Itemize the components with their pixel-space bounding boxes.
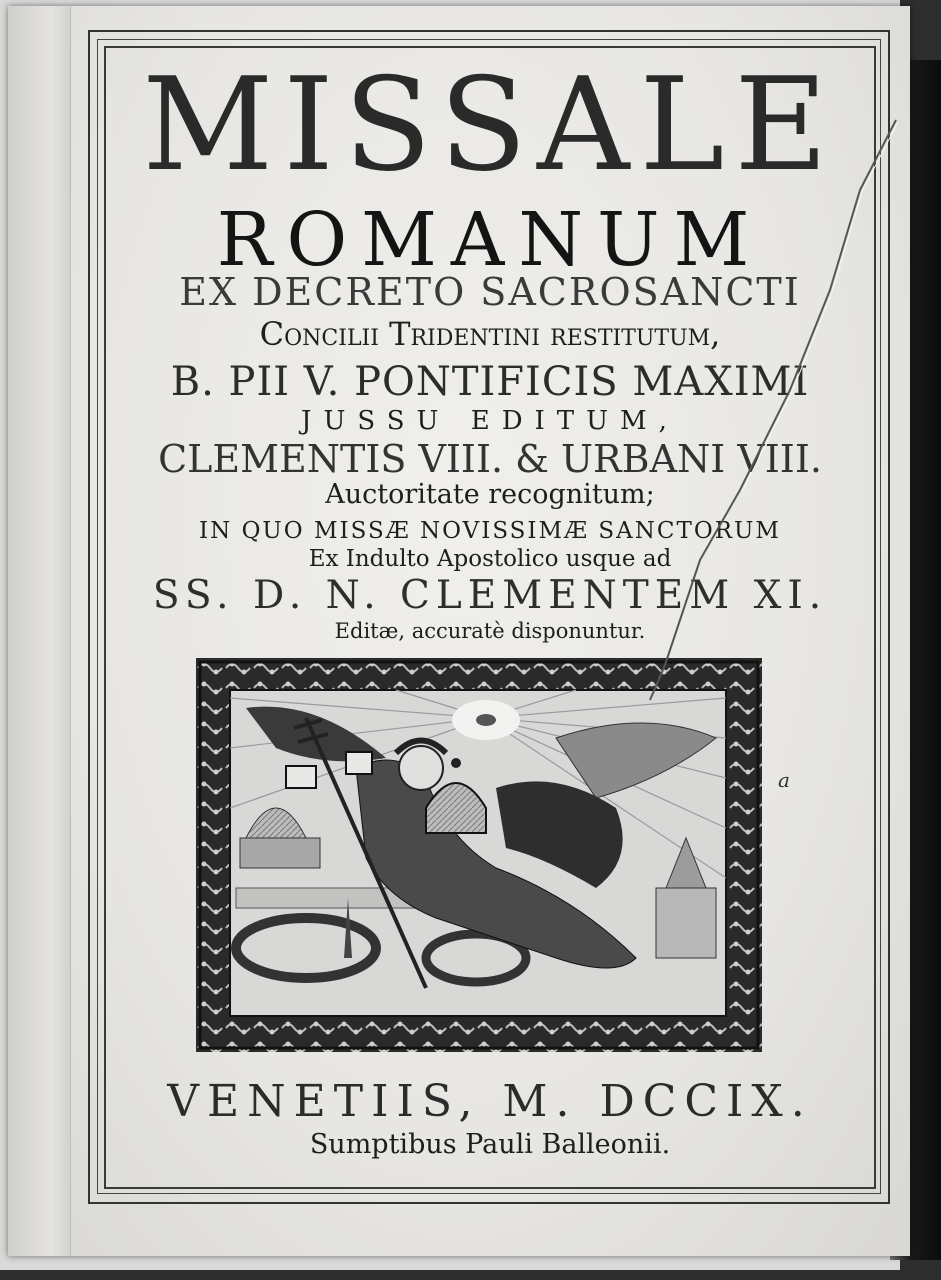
title-editae: Editæ, accuratè disponuntur. [334,619,646,643]
title-jussu-editum: JUSSU EDITUM, [301,406,679,436]
title-auctoritate: Auctoritate recognitum; [325,479,655,510]
title-in-quo: IN QUO MISSÆ NOVISSIMÆ SANCTORUM [199,518,781,544]
imprint-venetiis: VENETIIS, M. DCCIX. [167,1076,813,1127]
title-clementem-xi: SS. D. N. CLEMENTEM XI. [152,573,828,618]
engraving-illustration [196,658,762,1052]
title-missale: MISSALE [142,51,838,200]
engraving-vignette [196,658,762,1052]
page-gutter [8,6,71,1256]
title-pii-v: B. PII V. PONTIFICIS MAXIMI [170,359,810,405]
title-ex-indulto: Ex Indulto Apostolico usque ad [308,546,672,572]
title-ex-decreto: EX DECRETO SACROSANCTI [179,270,801,314]
title-concilii: Concilii Tridentini restitutum, [259,315,721,353]
title-romanum: ROMANUM [216,197,764,283]
title-clementis: CLEMENTIS VIII. & URBANI VIII. [158,437,822,481]
imprint-publisher: Sumptibus Pauli Balleonii. [309,1129,671,1160]
margin-note: a [778,768,790,792]
